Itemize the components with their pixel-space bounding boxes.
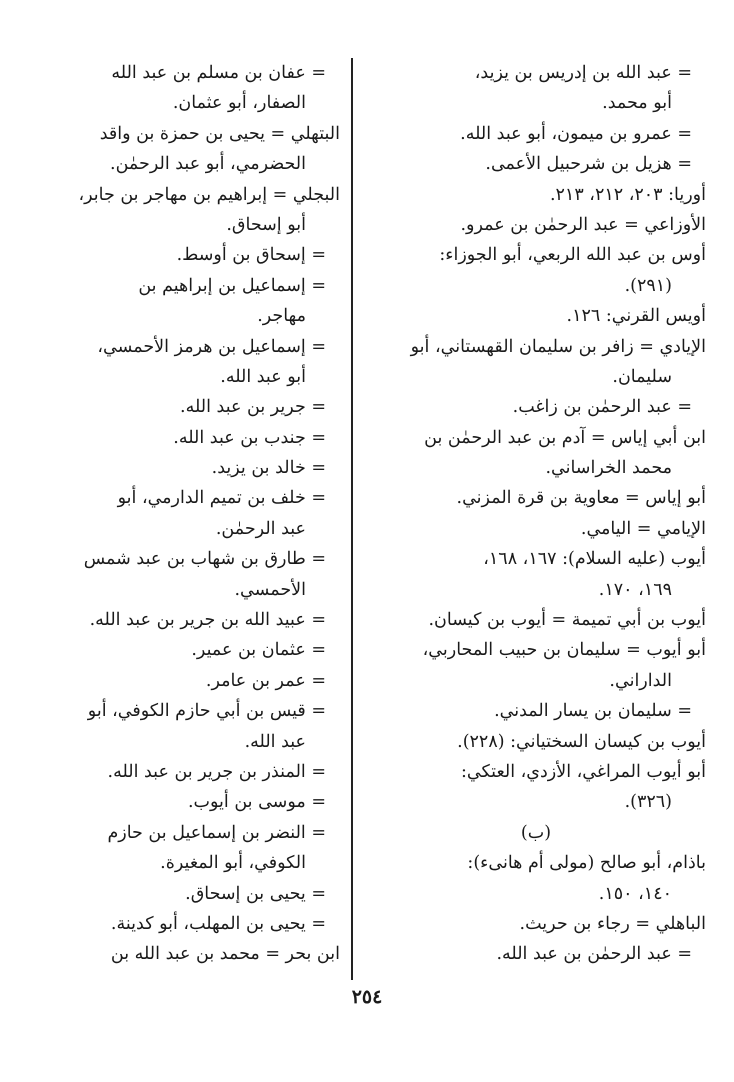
- index-entry-line: أويس القرني: ١٢٦.: [566, 306, 706, 327]
- index-entry-line: = طارق بن شهاب بن عبد شمس: [83, 549, 326, 570]
- index-entry-line: = عمر بن عامر.: [205, 670, 326, 691]
- index-entry-line: باذام، أبو صالح (مولى أم هانىء):: [467, 853, 706, 874]
- index-entry-line: = قيس بن أبي حازم الكوفي، أبو: [87, 701, 326, 722]
- column-divider: [351, 58, 353, 980]
- index-entry-line: ابن أبي إياس = آدم بن عبد الرحمٰن بن: [424, 427, 706, 448]
- index-entry-line: = عفان بن مسلم بن عبد الله: [111, 63, 326, 83]
- index-entry-line: = سليمان بن يسار المدني.: [494, 701, 692, 722]
- index-entry-line: = يحيى بن المهلب، أبو كدينة.: [110, 913, 326, 934]
- index-entry-line: (ب): [520, 822, 552, 843]
- index-entry-line: الأحمسي.: [234, 579, 306, 600]
- index-entry-line: = خالد بن يزيد.: [211, 458, 326, 479]
- index-entry-line: = هزيل بن شرحبيل الأعمى.: [485, 154, 692, 175]
- page-number: ٢٥٤: [351, 986, 383, 1008]
- index-entry-line: = النضر بن إسماعيل بن حازم: [107, 822, 326, 843]
- index-entry-line: = عبد الرحمٰن بن عبد الله.: [496, 944, 692, 965]
- index-entry-line: البتهلي = يحيى بن حمزة بن واقد: [99, 123, 340, 144]
- index-entry-line: = المنذر بن جرير بن عبد الله.: [107, 761, 326, 782]
- index-entry-line: ١٦٩، ١٧٠.: [598, 579, 672, 600]
- index-entry-line: أوس بن عبد الله الربعي، أبو الجوزاء:: [439, 245, 706, 266]
- index-entry-line: = جندب بن عبد الله.: [173, 427, 326, 448]
- index-entry-line: أبو إياس = معاوية بن قرة المزني.: [456, 488, 706, 509]
- index-entry-line: = إسماعيل بن هرمز الأحمسي،: [97, 336, 326, 357]
- index-entry-line: أبو أيوب المراغي، الأزدي، العتكي:: [461, 761, 706, 782]
- index-entry-line: أوريا: ٢٠٣، ٢١٢، ٢١٣.: [549, 184, 706, 205]
- index-entry-line: (٢٩١).: [624, 275, 672, 296]
- index-entry-line: مهاجر.: [257, 306, 306, 327]
- left-index-column: [18, 58, 340, 970]
- index-entry-line: أبو أيوب = سليمان بن حبيب المحاربي،: [422, 640, 706, 661]
- index-entry-line: = إسماعيل بن إبراهيم بن: [138, 275, 326, 296]
- index-entry-line: = خلف بن تميم الدارمي، أبو: [117, 488, 326, 509]
- index-entry-line: الصفار، أبو عثمان.: [172, 93, 306, 114]
- index-entry-line: الحضرمي، أبو عبد الرحمٰن.: [110, 154, 306, 175]
- right-index-column: [366, 58, 706, 970]
- index-entry-line: = موسى بن أيوب.: [187, 792, 326, 813]
- index-entry-line: الداراني.: [609, 670, 672, 691]
- index-entry-line: أيوب (عليه السلام): ١٦٧، ١٦٨،: [483, 549, 706, 570]
- index-entry-line: سليمان.: [612, 366, 672, 387]
- index-entry-line: محمد الخراساني.: [545, 458, 672, 479]
- index-entry-line: = يحيى بن إسحاق.: [185, 883, 326, 904]
- index-entry-line: = عبد الرحمٰن بن زاغب.: [512, 397, 692, 418]
- index-entry-line: = إسحاق بن أوسط.: [176, 245, 326, 266]
- index-entry-line: ابن بحر = محمد بن عبد الله بن: [110, 944, 340, 965]
- index-entry-line: أبو محمد.: [602, 93, 672, 114]
- index-entry-line: = عمرو بن ميمون، أبو عبد الله.: [460, 123, 692, 144]
- index-entry-line: عبد الله.: [244, 731, 306, 752]
- index-entry-line: أبو عبد الله.: [220, 366, 306, 387]
- index-entry-line: أيوب بن أبي تميمة = أيوب بن كيسان.: [428, 610, 706, 631]
- index-entry-line: الأوزاعي = عبد الرحمٰن بن عمرو.: [460, 214, 706, 235]
- index-entry-line: (٣٢٦).: [624, 792, 672, 813]
- index-entry-line: أبو إسحاق.: [226, 214, 306, 235]
- index-entry-line: البجلي = إبراهيم بن مهاجر بن جابر،: [78, 184, 340, 205]
- index-entry-line: ١٤٠، ١٥٠.: [598, 883, 672, 904]
- index-entry-line: عبد الرحمٰن.: [215, 518, 306, 539]
- index-entry-line: الباهلي = رجاء بن حريث.: [519, 913, 706, 934]
- index-entry-line: الإيادي = زافر بن سليمان القهستاني، أبو: [410, 336, 706, 357]
- index-entry-line: = عبد الله بن إدريس بن يزيد،: [474, 63, 692, 83]
- index-entry-line: الكوفي، أبو المغيرة.: [160, 853, 306, 874]
- index-entry-line: = عبيد الله بن جرير بن عبد الله.: [89, 610, 326, 631]
- index-entry-line: = جرير بن عبد الله.: [180, 397, 326, 418]
- index-entry-line: الإيامي = اليامي.: [580, 518, 706, 539]
- index-entry-line: = عثمان بن عمير.: [191, 640, 326, 661]
- index-entry-line: أيوب بن كيسان السختياني: (٢٢٨).: [457, 731, 706, 752]
